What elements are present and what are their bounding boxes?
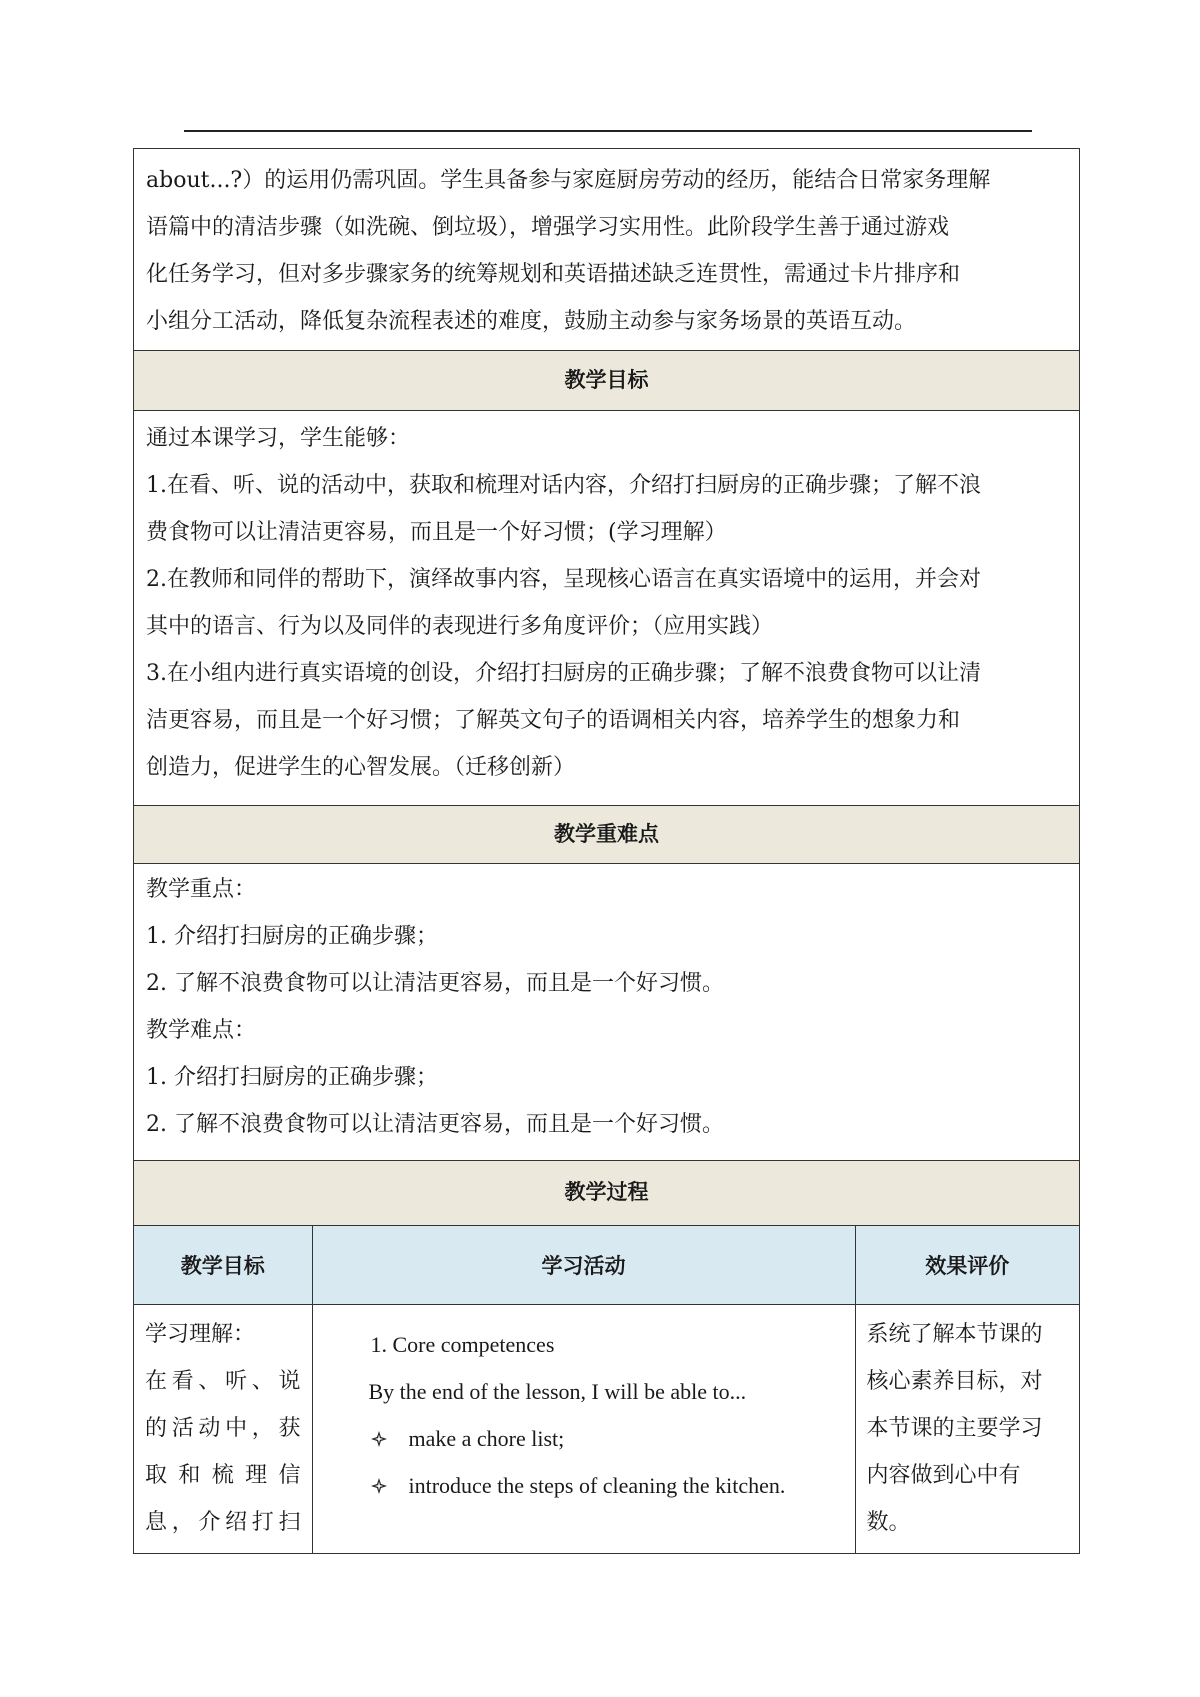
text-line: 在看、听、说 <box>145 1369 301 1394</box>
text-line: 教学重点： <box>146 877 257 902</box>
text-line: 内容做到心中有 <box>866 1463 1021 1488</box>
objectives-heading: 教学目标 <box>134 351 1079 411</box>
page-header-rule <box>184 130 1032 132</box>
text-line: 通过本课学习，学生能够： <box>146 426 411 451</box>
text-line: 创造力，促进学生的心智发展。（迁移创新） <box>146 755 576 780</box>
goal-cell <box>134 1305 312 1553</box>
text-line: 2. 了解不浪费食物可以让清洁更容易，而且是一个好习惯。 <box>146 1112 724 1137</box>
text-line: 核心素养目标，对 <box>866 1369 1043 1394</box>
column-header-goal: 教学目标 <box>134 1226 312 1305</box>
process-table <box>134 1226 1079 1553</box>
text-line: 系统了解本节课的 <box>866 1322 1043 1347</box>
text-line: 化任务学习，但对多步骤家务的统筹规划和英语描述缺乏连贯性，需通过卡片排序和 <box>146 262 961 287</box>
objectives-block <box>134 411 1079 806</box>
text-line: 1.在看、听、说的活动中，获取和梳理对话内容，介绍打扫厨房的正确步骤；了解不浪 <box>146 473 981 498</box>
column-header-activity: 学习活动 <box>312 1226 855 1305</box>
text-line: 息，介绍打扫 <box>145 1510 301 1535</box>
text-line: 本节课的主要学习 <box>866 1416 1043 1441</box>
text-line: 语篇中的清洁步骤（如洗碗、倒垃圾），增强学习实用性。此阶段学生善于通过游戏 <box>146 215 950 240</box>
bullet-text: introduce the steps of cleaning the kitchen. <box>408 1473 786 1498</box>
process-table-header-row <box>134 1226 1079 1305</box>
text-line: 教学难点： <box>146 1018 257 1043</box>
diamond-bullet-icon <box>371 1478 387 1494</box>
key-points-heading: 教学重难点 <box>134 806 1079 864</box>
student-analysis-block <box>134 149 1079 351</box>
key-points-block <box>134 864 1079 1161</box>
text-line: about...?）的运用仍需巩固。学生具备参与家庭厨房劳动的经历，能结合日常家务理解 <box>146 168 991 193</box>
diamond-bullet-icon <box>371 1431 387 1447</box>
lesson-plan-table <box>133 148 1080 1554</box>
list-item <box>371 1415 847 1462</box>
text-line: 2. 了解不浪费食物可以让清洁更容易，而且是一个好习惯。 <box>146 971 724 996</box>
activity-title: 1. Core competences <box>370 1332 555 1357</box>
column-header-evaluation: 效果评价 <box>855 1226 1079 1305</box>
text-line: 小组分工活动，降低复杂流程表述的难度，鼓励主动参与家务场景的英语互动。 <box>146 309 917 334</box>
text-line: 费食物可以让清洁更容易，而且是一个好习惯；(学习理解） <box>146 520 727 545</box>
text-line: 学习理解： <box>145 1322 256 1347</box>
text-line: 其中的语言、行为以及同伴的表现进行多角度评价；（应用实践） <box>146 614 774 639</box>
text-line: 取和梳理信 <box>145 1463 301 1488</box>
text-line: 3.在小组内进行真实语境的创设，介绍打扫厨房的正确步骤；了解不浪费食物可以让清 <box>146 661 981 686</box>
text-line: 1. 介绍打扫厨房的正确步骤； <box>146 924 438 949</box>
text-line: 2.在教师和同伴的帮助下，演绎故事内容，呈现核心语言在真实语境中的运用，并会对 <box>146 567 981 592</box>
text-line: 的活动中，获 <box>145 1416 301 1441</box>
text-line: 洁更容易，而且是一个好习惯；了解英文句子的语调相关内容，培养学生的想象力和 <box>146 708 961 733</box>
bullet-text: make a chore list; <box>408 1426 565 1451</box>
evaluation-cell <box>855 1305 1079 1553</box>
text-line: 1. 介绍打扫厨房的正确步骤； <box>146 1065 438 1090</box>
table-row <box>134 1305 1079 1553</box>
activity-cell <box>312 1305 855 1553</box>
list-item <box>371 1462 847 1509</box>
process-heading: 教学过程 <box>134 1161 1079 1226</box>
text-line: 数。 <box>866 1510 911 1535</box>
activity-intro: By the end of the lesson, I will be able to... <box>368 1379 747 1404</box>
